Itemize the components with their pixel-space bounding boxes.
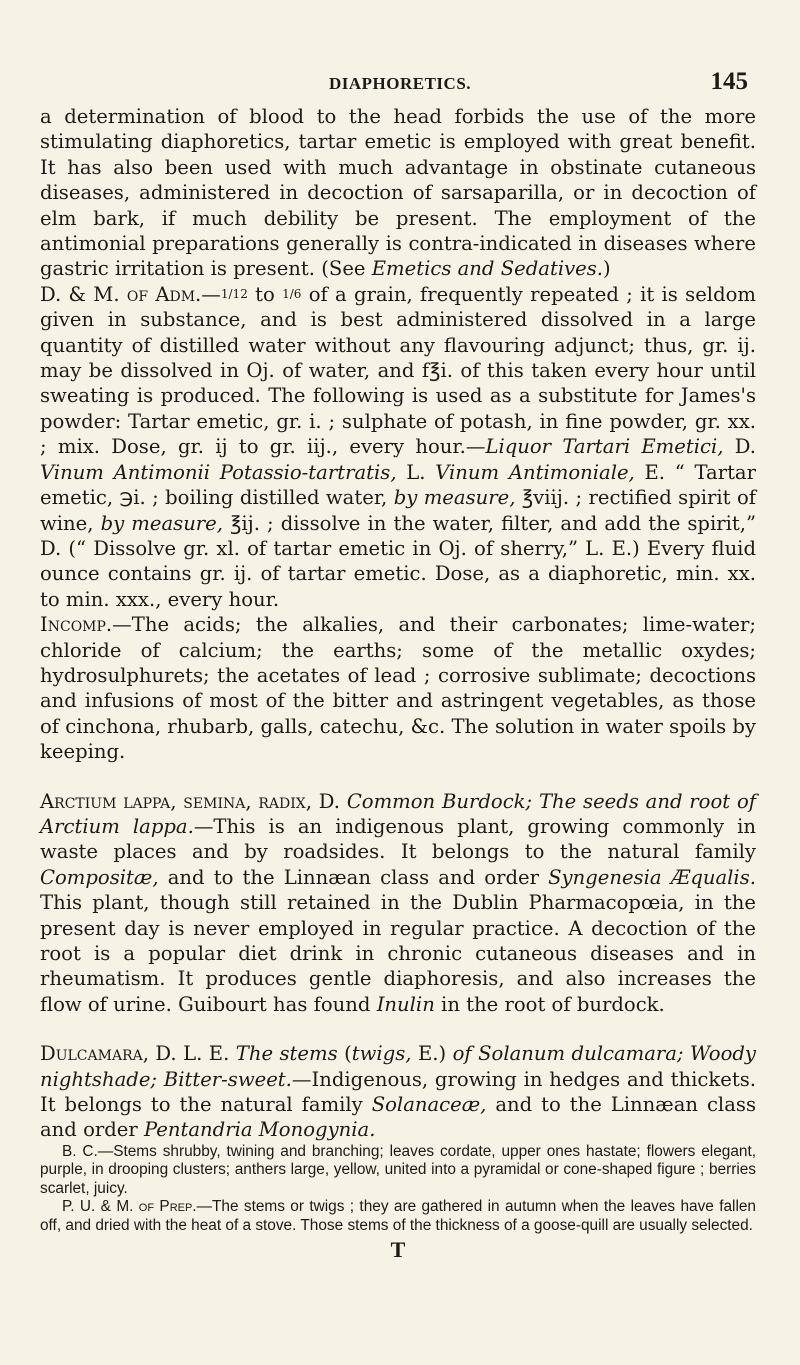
spacer xyxy=(40,765,756,789)
running-head xyxy=(0,68,800,98)
entry-heading-arctium: Arctium lappa, semina, radix, xyxy=(40,789,312,813)
entry-heading-dulcamara: Dulcamara, xyxy=(40,1042,149,1066)
fraction: 1/6 xyxy=(282,286,302,301)
entry-arctium-lappa: Arctium lappa, semina, radix, D. Common Burdock; The seeds and root of Arctium lappa.—This is an indigenous plant, growing commonly in waste places and by roadsides. It belongs to the natural family Compositæ, and to the Linnæan class and order Syngenesia Æqualis. This plant, though still retained in the Dublin Pharmacopœia, in the present day is never employed in regular practice. A decoction of the root is a popular diet drink in chronic cutaneous diseases and in rheumatism. It produces gentle diaphoresis, and also increases the flow of urine. Guibourt has found Inulin in the root of burdock. xyxy=(40,789,756,1016)
section-lead-dose: D. & M. of Adm. xyxy=(40,282,202,306)
note-parts-used: P. U. & M. of Prep.—The stems or twigs ; they are gathered in autumn when the leaves have fallen off, and dried with the heat of a stove. Those stems of the thickness of a goose-quill are usually selected. xyxy=(40,1198,756,1234)
running-title: DIAPHORETICS. xyxy=(328,74,472,93)
page-number: 145 xyxy=(710,68,748,95)
entry-dulcamara: Dulcamara, D. L. E. The stems (twigs, E.) of Solanum dulcamara; Woody nightshade; Bitter-sweet.—Indigenous, growing in hedges and thickets. It belongs to the natural family Solanaceæ, and to the Linnæan class and order Pentandria Monogynia. xyxy=(40,1042,757,1142)
botanical-notes xyxy=(40,1143,756,1236)
paragraph-tartar-emetic-use: a determination of blood to the head forbids the use of the more stimulating diaphoretics, tartar emetic is employed with great benefit. It has also been used with much advantage in obstinate cutaneous diseases, administered in decoction of sarsaparilla, or in decoction of elm bark, if much debility be present. The employment of the antimonial preparations generally is contra-indicated in diseases where gastric irritation is present. (See Emetics and Sedatives.) xyxy=(40,105,756,281)
cross-reference: Emetics and Sedatives. xyxy=(371,257,604,281)
section-lead-incomp: Incomp. xyxy=(40,613,113,637)
signature-mark: T xyxy=(390,1237,406,1263)
note-botanical-characters: B. C.—Stems shrubby, twining and branching; leaves cordate, upper ones hastate; flowers elegant, purple, in drooping clusters; anthers large, yellow, united into a pyramidal or cone-shaped figure ; berries scarlet, juicy. xyxy=(40,1142,756,1197)
paragraph-dose-and-administration: D. & M. of Adm.—1/12 to 1/6 of a grain, frequently repeated ; it is seldom given in substance, and is best administered dissolved in a large quantity of distilled water without any flavouring adjunct; thus, gr. ij. may be dissolved in Oj. of water, and f℥i. of this taken every hour until sweating is produced. The following is used as a substitute for James's powder: Tartar emetic, gr. i. ; sulphate of potash, in fine powder, gr. xx. ; mix. Dose, gr. ij to gr. iij., every hour.—Liquor Tartari Emetici, D. Vinum Antimonii Potassio-tartratis, L. Vinum Antimoniale, E. “ Tartar emetic, ℈i. ; boiling distilled water, by measure, ℥viij. ; rectified spirit of wine, by measure, ℥ij. ; dissolve in the water, filter, and add the spirit,” D. (“ Dissolve gr. xl. of tartar emetic in Oj. of sherry,” L. E.) Every fluid ounce contains gr. ij. of tartar emetic. Dose, as a diaphoretic, min. xx. to min. xxx., every hour. xyxy=(40,282,757,611)
fraction: 1/12 xyxy=(220,286,248,301)
paragraph-incompatibles: Incomp.—The acids; the alkalies, and their carbonates; lime-water; chloride of calcium; the earths; some of the metallic oxydes; hydrosulphurets; the acetates of lead ; corrosive sublimate; decoctions and infusions of most of the bitter and astringent vegetables, as those of cinchona, rhubarb, galls, catechu, &c. The solution in water spoils by keeping. xyxy=(40,613,756,764)
page-body xyxy=(40,104,756,1263)
spacer xyxy=(40,1017,756,1041)
